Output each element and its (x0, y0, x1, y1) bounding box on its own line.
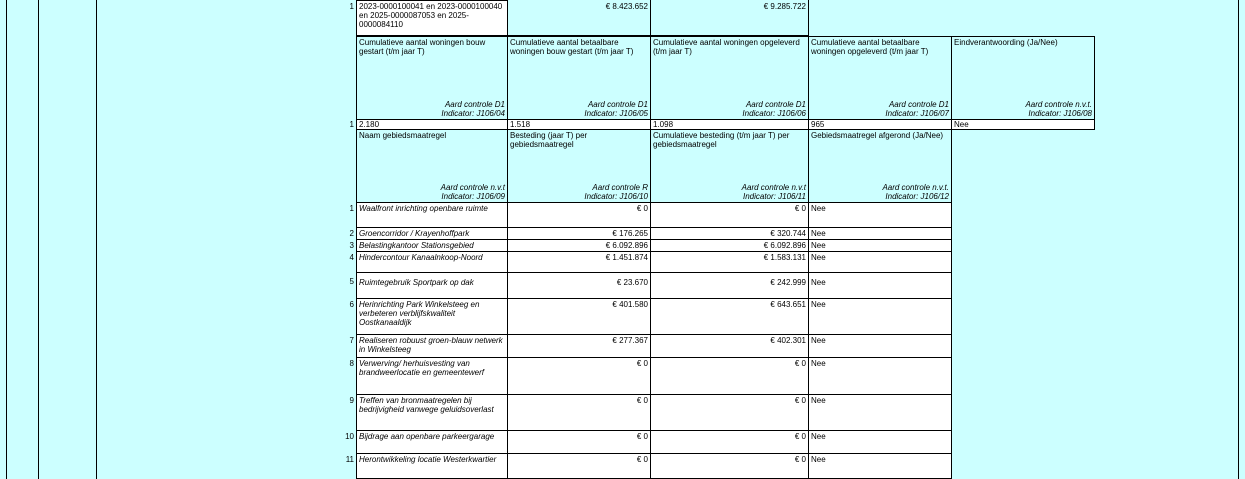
done-value: Nee (808, 251, 952, 273)
header-label: Naam gebiedsmaatregel (359, 131, 447, 140)
done-value: Nee (808, 298, 952, 335)
row-index: 11 (345, 455, 354, 464)
spend-value: € 0 (507, 357, 651, 395)
row-index: 1 (349, 204, 354, 213)
header-label: Besteding (jaar T) per gebiedsmaatregel (510, 131, 588, 149)
header-label: Gebiedsmaatregel afgerond (Ja/Nee) (811, 131, 944, 140)
cumulative-value: € 0 (650, 202, 809, 228)
done-value: Nee (808, 453, 952, 479)
indicator-code: Indicator: J106/10 (584, 192, 648, 201)
value-cell: 1.518 (507, 119, 651, 130)
spend-value: € 277.367 (507, 334, 651, 358)
cumulative-value: € 0 (650, 430, 809, 454)
top-value-1: € 8.423.652 (605, 2, 648, 11)
cumulative-value: € 242.999 (650, 272, 809, 299)
measure-name: Ruimtegebruik Sportpark op dak (356, 272, 508, 299)
header-woningen-opgeleverd (650, 36, 809, 120)
measure-name: Waalfront inrichting openbare ruimte (356, 202, 508, 228)
indicator-code: Indicator: J106/08 (1028, 109, 1092, 118)
header-betaalbare-opgeleverd (808, 36, 952, 120)
frame-line-2 (38, 0, 39, 479)
measure-name: Verwerving/ herhuisvesting van brandweerlocatie en gemeentewerf (356, 357, 508, 395)
header-label: Cumulatieve aantal woningen bouw gestart (t/m jaar T) (359, 38, 486, 56)
spend-value: € 0 (507, 430, 651, 454)
row-index: 8 (349, 359, 354, 368)
value-cell: 965 (808, 119, 952, 130)
spend-value: € 0 (507, 453, 651, 479)
measure-name: Belastingkantoor Stationsgebied (356, 239, 508, 252)
indicator-code: Indicator: J106/06 (742, 109, 806, 118)
header-cumulatieve-besteding (650, 129, 809, 203)
row-index: 5 (349, 277, 354, 286)
control-type: Aard controle n.v.t. (882, 183, 949, 192)
indicator-code: Indicator: J106/12 (885, 192, 949, 201)
header-label: Cumulatieve besteding (t/m jaar T) per gebiedsmaatregel (653, 131, 790, 149)
top-value-2: € 9.285.722 (763, 2, 806, 11)
control-type: Aard controle R (592, 183, 648, 192)
done-value: Nee (808, 334, 952, 358)
cumulative-value: € 643.651 (650, 298, 809, 335)
frame-line-left (6, 0, 7, 479)
control-type: Aard controle n.v.t (440, 183, 505, 192)
indicator-code: Indicator: J106/07 (885, 109, 949, 118)
value-cell: Nee (951, 119, 1095, 130)
control-type: Aard controle D1 (444, 100, 505, 109)
control-type: Aard controle D1 (745, 100, 806, 109)
indicator-code: Indicator: J106/11 (742, 192, 806, 201)
value-cell: 2.180 (356, 119, 508, 130)
value-cell: 1.098 (650, 119, 809, 130)
header-label: Cumulatieve aantal woningen opgeleverd (t/m jaar T) (653, 38, 800, 56)
row-index: 7 (349, 336, 354, 345)
header-woningen-bouw-gestart (356, 36, 508, 120)
control-type: Aard controle D1 (888, 100, 949, 109)
header-besteding (507, 129, 651, 203)
frame-line-3 (96, 0, 97, 479)
cumulative-value: € 1.583.131 (650, 251, 809, 273)
row-index: 6 (349, 300, 354, 309)
row-index: 9 (349, 396, 354, 405)
header-eindverantwoording (951, 36, 1095, 120)
spend-value: € 23.670 (507, 272, 651, 299)
header-betaalbare-bouw-gestart (507, 36, 651, 120)
spend-value: € 0 (507, 394, 651, 431)
control-type: Aard controle n.v.t. (1025, 100, 1092, 109)
cumulative-value: € 320.744 (650, 227, 809, 240)
done-value: Nee (808, 272, 952, 299)
cumulative-value: € 402.301 (650, 334, 809, 358)
top-cell-border-3 (650, 0, 809, 36)
control-type: Aard controle D1 (587, 100, 648, 109)
measure-name: Herontwikkeling locatie Westerkwartier (356, 453, 508, 479)
header-naam-gebiedsmaatregel (356, 129, 508, 203)
row-index: 2 (349, 229, 354, 238)
done-value: Nee (808, 430, 952, 454)
header-afgerond (808, 129, 952, 203)
done-value: Nee (808, 239, 952, 252)
row-index: 3 (349, 241, 354, 250)
indicator-code: Indicator: J106/04 (441, 109, 505, 118)
measure-name: Herinrichting Park Winkelsteeg en verbeteren verblijfskwaliteit Oostkanaaldijk (356, 298, 508, 335)
row-index: 10 (345, 432, 354, 441)
row-index: 1 (349, 120, 354, 129)
frame-line-right (1238, 0, 1239, 479)
done-value: Nee (808, 202, 952, 228)
header-label: Cumulatieve aantal betaalbare woningen opgeleverd (t/m jaar T) (811, 38, 929, 56)
cumulative-value: € 0 (650, 394, 809, 431)
spend-value: € 176.265 (507, 227, 651, 240)
measure-name: Realiseren robuust groen-blauw netwerk in Winkelsteeg (356, 334, 508, 358)
spend-value: € 401.580 (507, 298, 651, 335)
measure-name: Hindercontour Kanaalnkoop-Noord (356, 251, 508, 273)
spend-value: € 0 (507, 202, 651, 228)
cumulative-value: € 0 (650, 453, 809, 479)
spend-value: € 1.451.874 (507, 251, 651, 273)
cumulative-value: € 6.092.896 (650, 239, 809, 252)
row-index: 4 (349, 253, 354, 262)
done-value: Nee (808, 227, 952, 240)
header-label: Cumulatieve aantal betaalbare woningen bouw gestart (t/m jaar T) (510, 38, 634, 56)
row-index: 1 (349, 2, 354, 11)
indicator-code: Indicator: J106/05 (584, 109, 648, 118)
control-type: Aard controle n.v.t (741, 183, 806, 192)
header-label: Eindverantwoording (Ja/Nee) (954, 38, 1058, 47)
project-ids-cell: 2023-0000100041 en 2023-0000100040 en 2025-0000087053 en 2025-0000084110 (356, 0, 508, 36)
measure-name: Groencorridor / Krayenhoffpark (356, 227, 508, 240)
measure-name: Treffen van bronmaatregelen bij bedrijvigheid vanwege geluidsoverlast (356, 394, 508, 431)
spend-value: € 6.092.896 (507, 239, 651, 252)
done-value: Nee (808, 394, 952, 431)
measure-name: Bijdrage aan openbare parkeergarage (356, 430, 508, 454)
cumulative-value: € 0 (650, 357, 809, 395)
top-cell-border-2 (507, 0, 651, 36)
indicator-code: Indicator: J106/09 (441, 192, 505, 201)
done-value: Nee (808, 357, 952, 395)
